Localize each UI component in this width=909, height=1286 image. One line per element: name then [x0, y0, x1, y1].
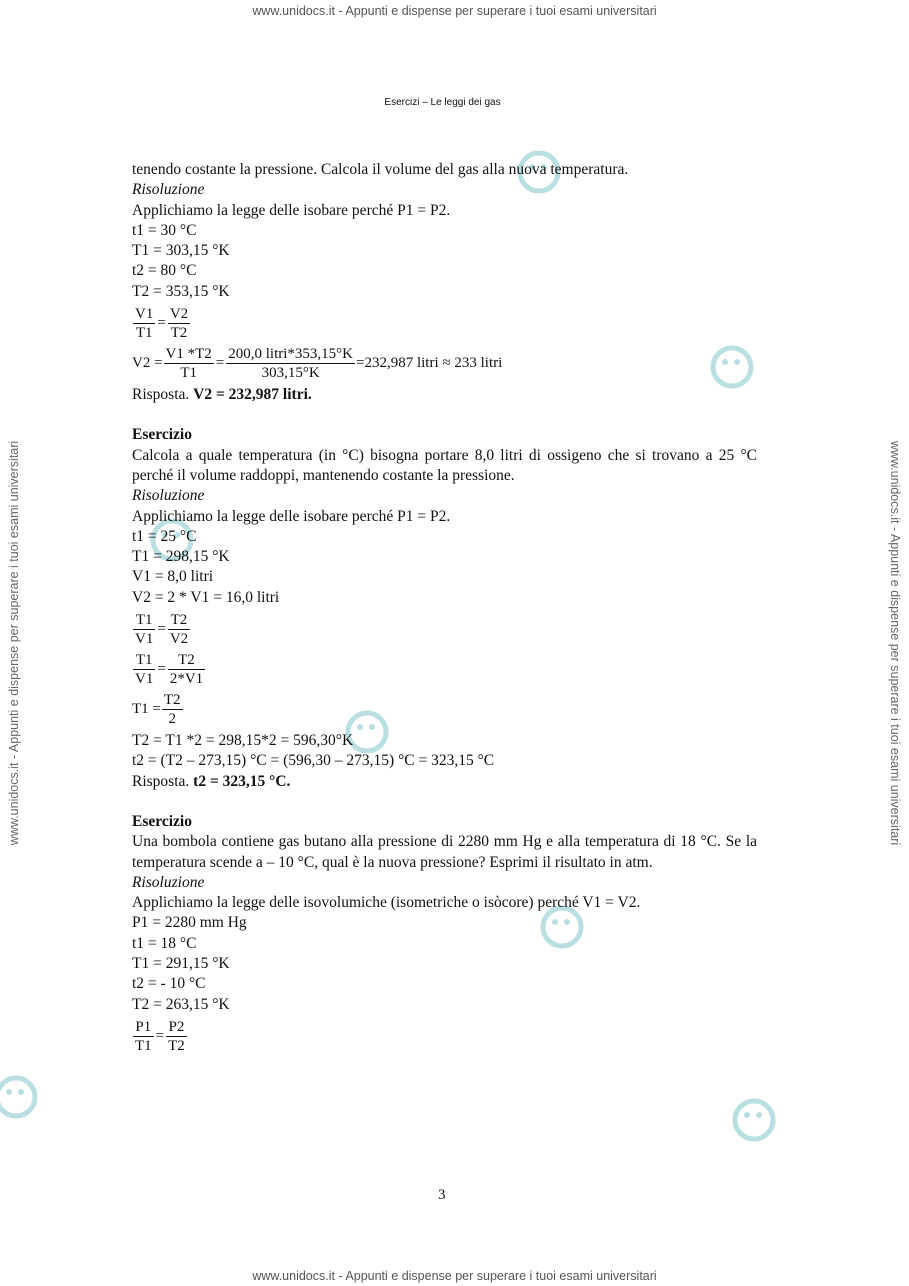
equation-line: t2 = (T2 – 273,15) °C = (596,30 – 273,15) °C = 323,15 °C	[132, 752, 495, 770]
risposta-value: V2 = 232,987 litri.	[193, 386, 312, 404]
value-line: T1 = 298,15 °K	[132, 548, 230, 566]
risposta-label: Risposta.	[132, 772, 190, 790]
risposta-value: t2 = 323,15 °C.	[193, 772, 291, 790]
fraction	[168, 305, 190, 342]
fraction-numerator: T2	[168, 611, 190, 630]
equation-left: T1 =	[132, 701, 161, 718]
risoluzione-label: Risoluzione	[132, 873, 205, 891]
value-line: t2 = - 10 °C	[132, 975, 206, 993]
fraction-denominator: 2	[168, 711, 176, 728]
value-line: t1 = 18 °C	[132, 934, 197, 952]
unidocs-logo-icon	[732, 1098, 776, 1142]
fraction-numerator: V1 *T2	[165, 346, 212, 363]
fraction	[133, 611, 155, 648]
watermark-top: www.unidocs.it - Appunti e dispense per superare i tuoi esami universitari	[252, 4, 657, 18]
risoluzione-label: Risoluzione	[132, 181, 205, 199]
equation: $\frac{V1}{T1}$ = $\frac{V2}{T2}$	[135, 306, 189, 342]
value-line: P1 = 2280 mm Hg	[132, 914, 247, 932]
fraction-numerator: V2	[169, 306, 189, 323]
fraction-denominator: T1	[180, 365, 197, 382]
exercise-heading: Esercizio	[132, 426, 192, 444]
exercise-heading: Esercizio	[132, 812, 192, 830]
fraction-denominator: T1	[135, 325, 153, 342]
fraction	[168, 651, 205, 688]
equation: $\frac{T1}{V1}$ = $\frac{T2}{V2}$	[135, 612, 189, 648]
equation: $\frac{P1}{T1}$ = $\frac{P2}{T2}$	[135, 1018, 185, 1054]
fraction	[162, 691, 183, 728]
exercise-text: Calcola a quale temperatura (in °C) bisogna portare 8,0 litri di ossigeno che si trovano a 25 °C perché il volume raddoppi, mantenendo costante la pressione.	[132, 446, 757, 484]
legge-line: Applichiamo la legge delle isobare perché P1 = P2.	[132, 201, 451, 219]
risposta-label: Risposta.	[132, 386, 190, 404]
fraction	[166, 1018, 187, 1055]
value-line: T2 = 263,15 °K	[132, 995, 230, 1013]
watermark-right: www.unidocs.it - Appunti e dispense per superare i tuoi esami universitari	[888, 440, 902, 846]
fraction-denominator: V2	[169, 631, 189, 648]
fraction-numerator: V1	[135, 306, 154, 323]
fraction-numerator: T2	[163, 692, 181, 709]
fraction	[133, 1018, 154, 1055]
value-line: T1 = 303,15 °K	[132, 242, 230, 260]
value-line: V2 = 2 * V1 = 16,0 litri	[132, 588, 280, 606]
value-line: V1 = 8,0 litri	[132, 568, 214, 586]
value-line: t2 = 80 °C	[132, 262, 197, 280]
fraction-denominator: T2	[170, 325, 188, 342]
page-content	[132, 160, 757, 1058]
fraction-numerator: 200,0 litri*353,15°K	[228, 346, 354, 363]
exercise-text: Una bombola contiene gas butano alla pressione di 2280 mm Hg e alla temperatura di 18 °C. Se la temperatura scende a – 10 °C, qual è la nuova pressione? Esprimi il risultato in atm.	[132, 833, 757, 871]
page-number: 3	[438, 1187, 446, 1203]
value-line: t1 = 25 °C	[132, 527, 197, 545]
fraction-denominator: 2*V1	[169, 671, 204, 688]
equation-result: =232,987 litri ≈ 233 litri	[356, 355, 503, 372]
equation-left: V2 =	[132, 355, 163, 372]
value-line: t1 = 30 °C	[132, 221, 197, 239]
fraction-denominator: 303,15°K	[261, 365, 320, 382]
fraction-numerator: P2	[166, 1018, 187, 1037]
intro-text: tenendo costante la pressione. Calcola il volume del gas alla nuova temperatura.	[132, 161, 629, 178]
watermark-bottom: www.unidocs.it - Appunti e dispense per superare i tuoi esami universitari	[252, 1269, 657, 1283]
unidocs-logo-icon	[0, 1075, 38, 1119]
equation-line: T2 = T1 *2 = 298,15*2 = 596,30°K	[132, 732, 354, 750]
fraction-denominator: T2	[168, 1037, 185, 1054]
fraction-denominator: T1	[135, 1037, 152, 1054]
risoluzione-label: Risoluzione	[132, 487, 205, 505]
value-line: T2 = 353,15 °K	[132, 282, 230, 300]
running-header: Esercizi – Le leggi dei gas	[384, 97, 501, 108]
fraction-numerator: T1	[133, 611, 155, 630]
fraction-denominator: V1	[135, 671, 154, 688]
legge-line: Applichiamo la legge delle isobare perché P1 = P2.	[132, 507, 451, 525]
equation: $\frac{T1}{V1}$ = $\frac{T2}{2*V1}$	[135, 652, 204, 688]
fraction	[133, 305, 155, 342]
risposta-line	[132, 772, 757, 792]
fraction-numerator: T1	[133, 651, 155, 670]
fraction-numerator: P1	[133, 1018, 154, 1037]
fraction	[164, 345, 214, 382]
legge-line: Applichiamo la legge delle isovolumiche (isometriche o isòcore) perché V1 = V2.	[132, 894, 641, 912]
fraction-numerator: T2	[168, 651, 205, 670]
watermark-left: www.unidocs.it - Appunti e dispense per superare i tuoi esami universitari	[7, 440, 21, 846]
fraction	[168, 611, 190, 648]
fraction	[226, 345, 355, 382]
fraction-denominator: V1	[135, 631, 154, 648]
risposta-line	[132, 385, 757, 405]
fraction	[133, 651, 155, 688]
value-line: T1 = 291,15 °K	[132, 955, 230, 973]
equation	[132, 691, 757, 728]
equation: V2 = $\frac{V1 *T2}{T1}$ = $\frac{\text{200,0 litri*353,15°K}}{303,15^\circ K}$ =232,987 litri ≈ 233 litri	[132, 346, 503, 382]
